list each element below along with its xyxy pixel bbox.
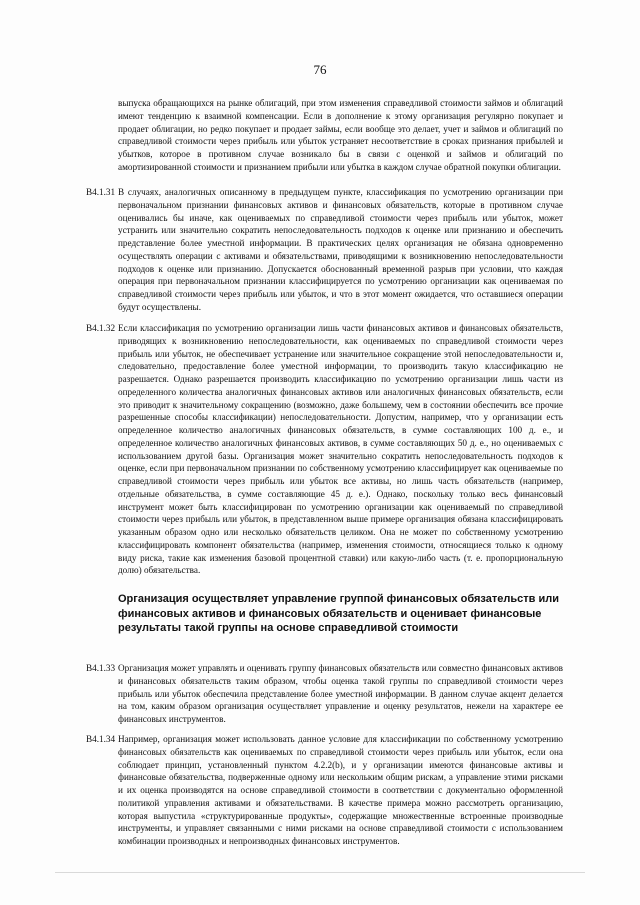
paragraph-b4-1-32 [86,322,563,577]
paragraph-number: B4.1.33 [86,663,116,673]
paragraph-text: Если классификация по усмотрению организации лишь части финансовых активов и финансовых обязательств, приводящих к возникновению непоследовательности, как оцениваемых по справедливой стоимости через прибыль или убыток, не обеспечивает устранение или значительное сокращение этой непоследовательности и, следовательно, предоставление более уместной информации, то производить такую классификацию не разрешается. Однако разрешается производить классификацию по усмотрению организации лишь части из определенного количества аналогичных финансовых активов или аналогичных финансовых обязательств, если это приводит к значительному сокращению (возможно, даже большему, чем в состоянии обеспечить все прочие разрешенные способы классификации) непоследовательности. Допустим, например, что у организации есть определенное количество аналогичных финансовых обязательств, в сумме составляющих 100 д. е., и определенное количество аналогичных финансовых активов, в сумме составляющих 50 д. е., но оцениваемых с использованием другой базы. Организация может значительно сократить непоследовательность подходов к оценке, если при первоначальном признании по собственному усмотрению классифицирует как оцениваемые по справедливой стоимости через прибыль или убыток все активы, но лишь часть обязательств (например, отдельные обязательства, в сумме составляющие 45 д. е.). Однако, поскольку только весь финансовый инструмент может быть классифицирован по усмотрению организации как оцениваемый по справедливой стоимости через прибыль или убыток, в представленном выше примере организация обязана классифицировать указанным образом одно или несколько обязательств целиком. Она не может по собственному усмотрению классифицировать компонент обязательства (например, изменения стоимости, относящиеся только к одному виду риска, такие как изменения базовой процентной ставки) или какую-либо часть (т. е. пропорциональную долю) обязательства. [118,323,563,576]
paragraph-b4-1-33 [86,662,563,726]
paragraph-number: B4.1.32 [86,323,116,333]
paragraph-text: Например, организация может использовать данное условие для классификации по собственному усмотрению финансовых обязательств как оцениваемых по справедливой стоимости через прибыль или убыток, если она соблюдает принцип, установленный пунктом 4.2.2(b), и у организации имеются финансовые активы и финансовые обязательства, подверженные одному или нескольким общим рискам, а управление этими рисками и их оценка производятся на основе справедливой стоимости в соответствии с документально оформленной политикой управления активами и обязательствами. В качестве примера можно рассмотреть организацию, которая выпустила «структурированные продукты», содержащие множественные встроенные производные инструменты, и управляет связанными с ними рисками на основе справедливой стоимости с использованием комбинации производных и непроизводных финансовых инструментов. [118,734,563,846]
paragraph-number: B4.1.31 [86,187,116,197]
paragraph-b4-1-34 [86,733,563,848]
page-number: 76 [313,62,327,77]
paragraph-number: B4.1.34 [86,734,116,744]
bottom-divider [55,872,585,873]
section-heading: Организация осуществляет управление группой финансовых обязательств или финансовых активов и финансовых обязательств и оценивает финансовые результаты такой группы на основе справедливой стоимости [118,593,559,634]
paragraph-b4-1-31 [86,186,563,314]
paragraph-text: В случаях, аналогичных описанному в предыдущем пункте, классификация по усмотрению организации при первоначальном признании финансовых активов и финансовых обязательств, которые в противном случае оценивались бы иначе, как оцениваемых по справедливой стоимости через прибыль или убыток, может устранить или значительно сократить непоследовательность подходов к оценке или признанию и обеспечить представление более уместной информации. В практических целях организация не обязана одновременно осуществлять операции с активами и обязательствами, приводящими к возникновению непоследовательности подходов к оценке или признанию. Допускается обоснованный временной разрыв при условии, что каждая операция при первоначальном признании классифицируется по усмотрению организации как оцениваемая по справедливой стоимости через прибыль или убыток, и что в этот момент ожидается, что оставшиеся операции будут осуществлены. [118,187,563,312]
paragraph-text: Организация может управлять и оценивать группу финансовых обязательств или совместно финансовых активов и финансовых обязательств таким образом, чтобы оценка такой группы по справедливой стоимости через прибыль или убыток обеспечила представление более уместной информации. В данном случае акцент делается на том, каким образом организация осуществляет управление и оценку результатов, нежели на характере ее финансовых инструментов. [118,663,563,724]
intro-paragraph: выпуска обращающихся на рынке облигаций, при этом изменения справедливой стоимости займов и облигаций имеют тенденцию к взаимной компенсации. Если в дополнение к этому организация регулярно покупает и продает облигации, но редко покупает и продает займы, если вообще это делает, учет и займов и облигаций по справедливой стоимости через прибыль или убыток устраняет несоответствие в сроках признания прибылей и убытков, которое в противном случае возникало бы в связи с оценкой и займов и облигаций по амортизированной стоимости и признанием прибыли или убытка в каждом случае обратной покупки облигации. [118,98,563,172]
